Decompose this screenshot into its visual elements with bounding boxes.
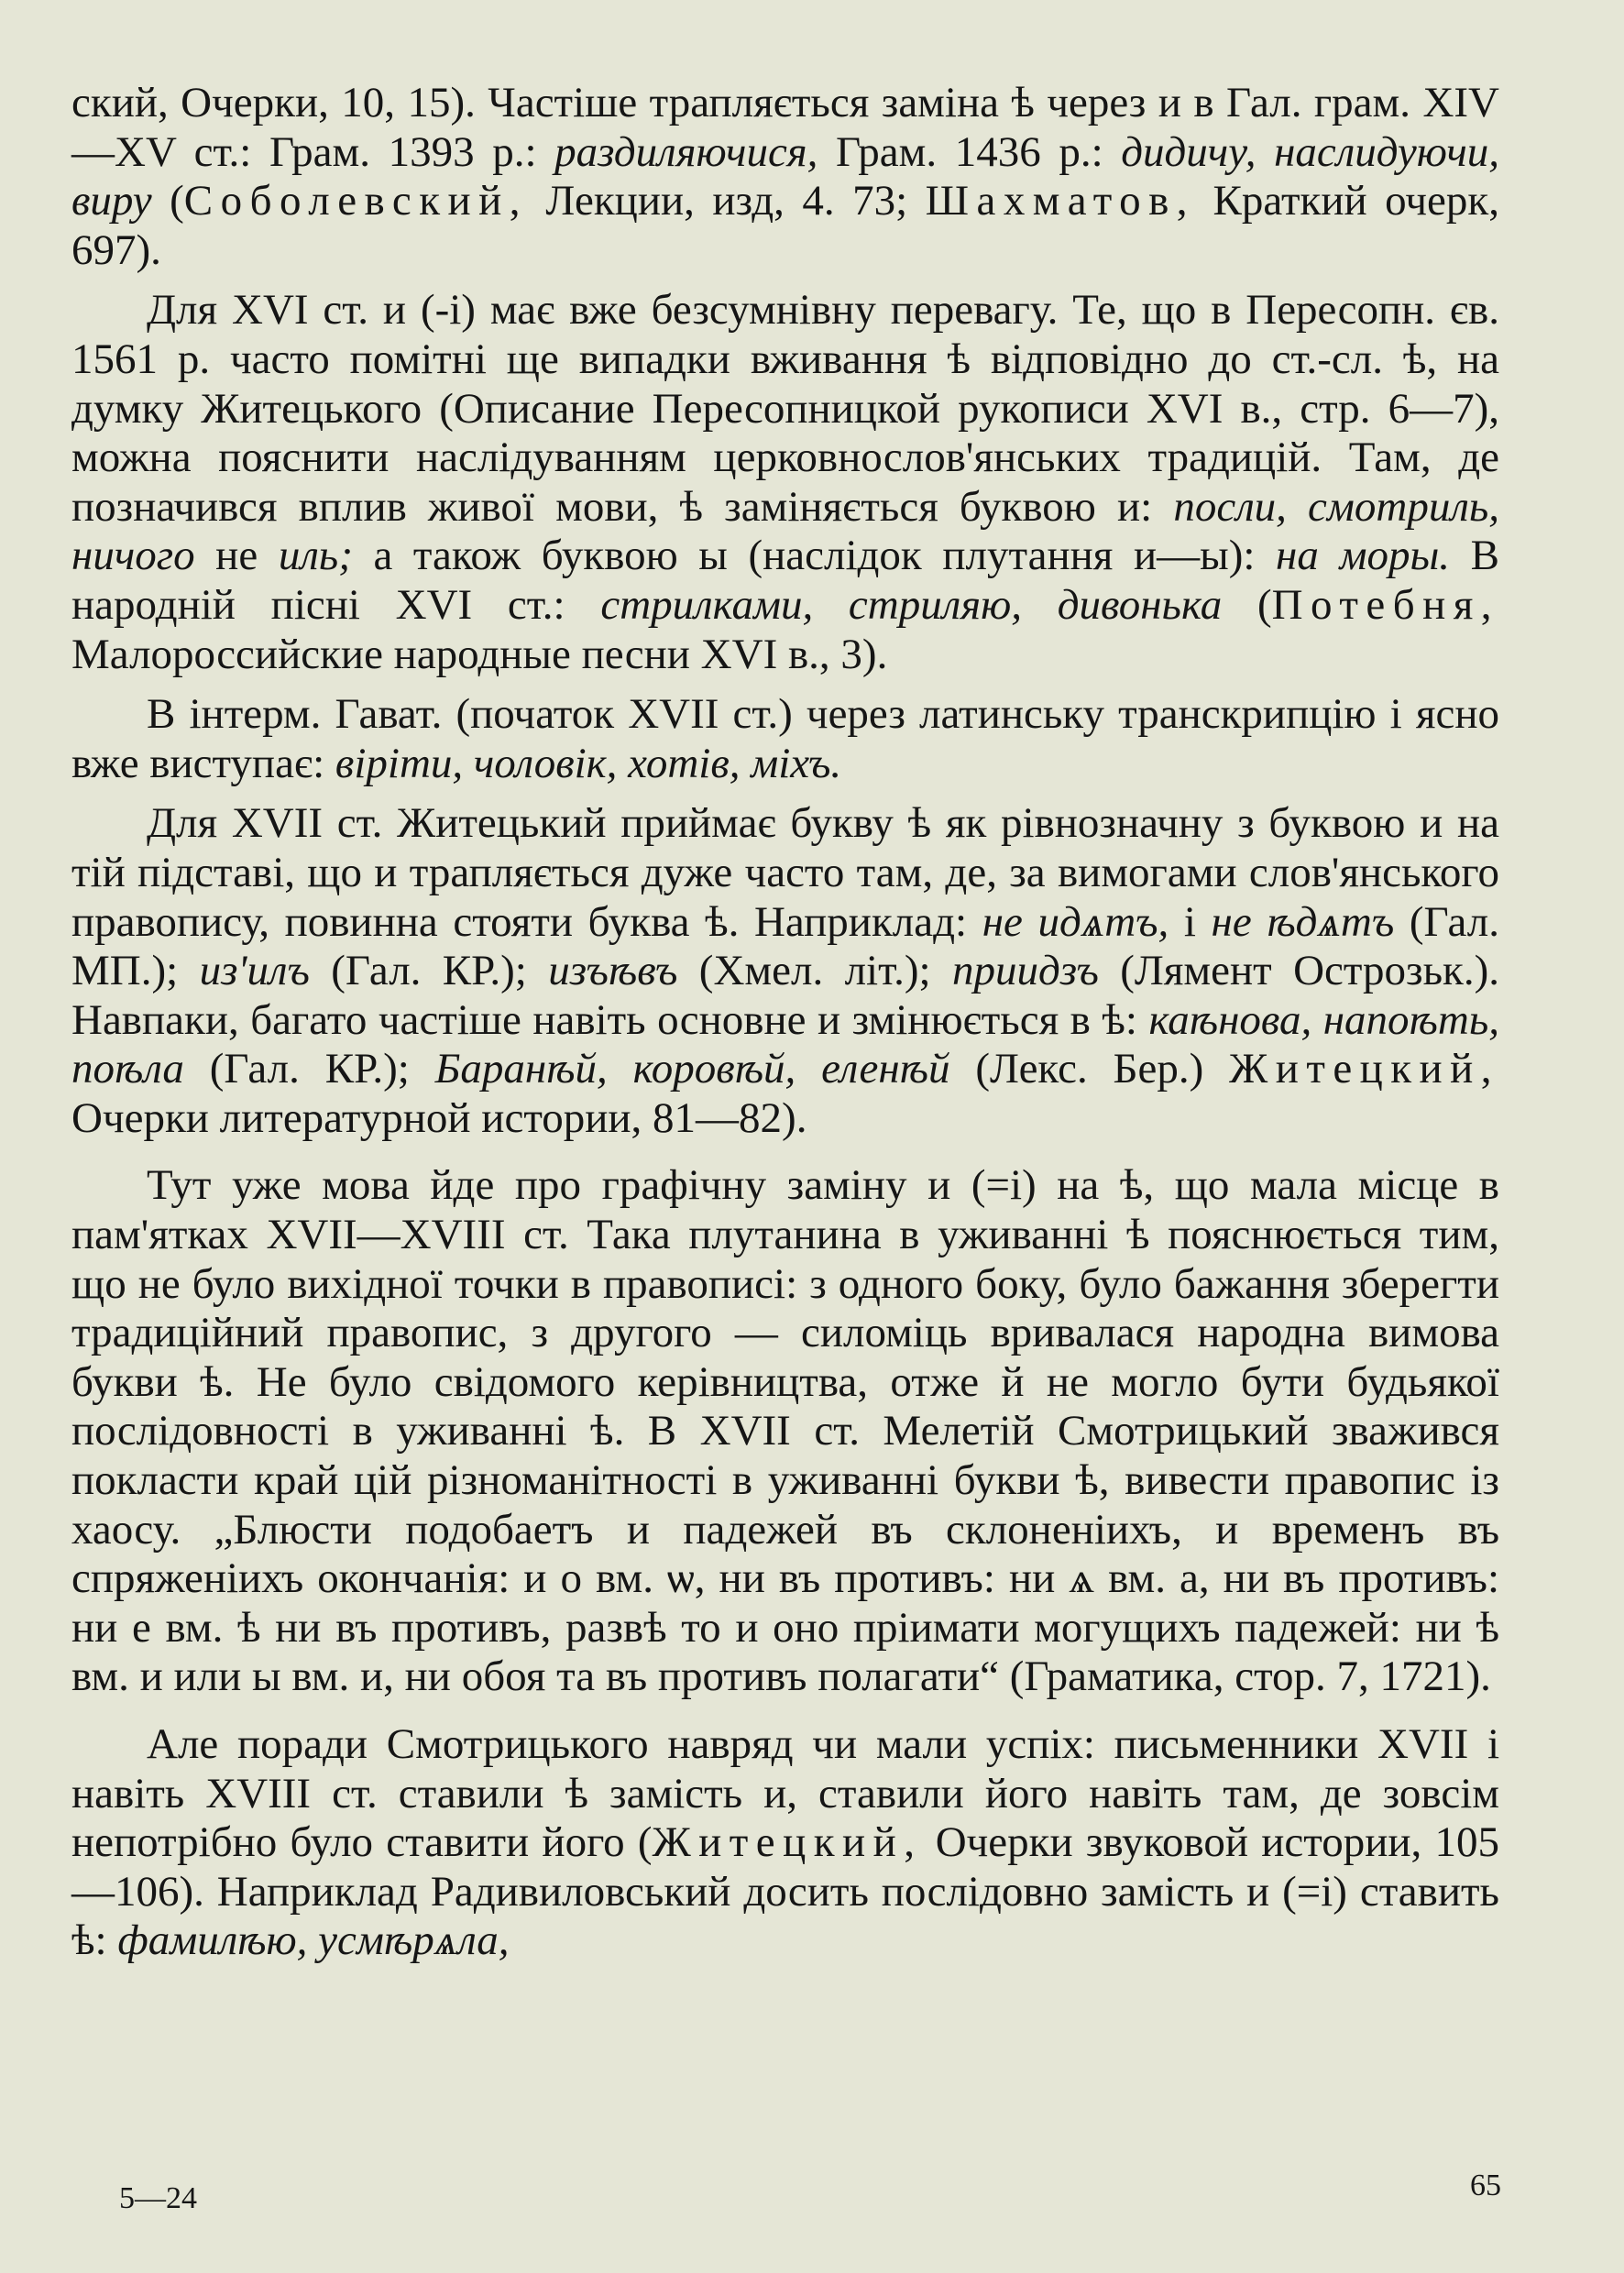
paragraph-2	[71, 286, 1499, 679]
signature-mark: 5—24	[119, 2181, 197, 2215]
italic-citation: дидичу, наслидуючи, виру	[71, 127, 1499, 225]
spaced-author-name: Шахматов,	[925, 177, 1195, 225]
text-run: і	[1169, 897, 1212, 946]
text-run: Для XVII ст. Житецький приймає букву ѣ як рівнозначну з буквою и на тій підставі, що и трапляється дуже часто там, де, за вимогами слов'янського правопису, повинна стояти буква ѣ. Наприклад:	[71, 799, 1499, 946]
italic-citation: изъѣвъ	[548, 947, 678, 995]
text-run: Для XVI ст. и (-і) має вже безсумнівну перевагу. Те, що в Пересопн. єв. 1561 р. часто помітні ще випадки вживання ѣ відповідно до ст.-сл. ѣ, на думку Житецького (Описание Пересопницкой рукописи XVI в., стр. 6—7), можна пояснити наслідуванням церковнослов'янських традицій. Там, де позначився вплив живої мови, ѣ заміняється буквою и:	[71, 286, 1499, 531]
text-run: Краткий очерк, 697).	[71, 177, 1499, 274]
text-run: Грам. 1436 р.:	[817, 127, 1122, 176]
italic-citation: раздиляючися,	[554, 127, 818, 176]
spaced-author-name: Житецкий,	[652, 1818, 923, 1867]
text-run: не	[194, 532, 279, 580]
spaced-author-name: Соболевский,	[183, 177, 528, 225]
italic-citation: на моры.	[1276, 532, 1451, 580]
italic-citation: фамилѣю, усмѣрѧла,	[117, 1916, 510, 1965]
italic-citation: не ѣдѧтъ	[1211, 897, 1395, 946]
spaced-author-name: Потебня,	[1271, 580, 1499, 629]
text-run: Малороссийские народные песни XVI в., 3).	[71, 630, 888, 678]
paragraph-5	[71, 1161, 1499, 1702]
text-run: (Гал. КР.);	[183, 1045, 435, 1093]
paragraph-3	[71, 690, 1499, 788]
page-body	[71, 79, 1499, 1966]
italic-citation: не идѧтъ,	[982, 897, 1169, 946]
text-run: Очерки литературной истории, 81—82).	[71, 1093, 807, 1142]
text-run: ский, Очерки, 10, 15). Частіше трапляється заміна ѣ через и в Гал. грам. XIV—XV ст.: Грам. 1393 р.:	[71, 79, 1499, 176]
text-run: а також буквою ы (наслідок плутання и—ы):	[352, 532, 1277, 580]
italic-citation: Баранѣй, коровѣй, еленѣй	[434, 1045, 950, 1093]
paragraph-6	[71, 1720, 1499, 1966]
text-run: (Хмел. літ.);	[677, 947, 952, 995]
text-run: (	[151, 177, 184, 225]
paragraph-1	[71, 79, 1499, 275]
text-run: Але поради Смотрицького навряд чи мали успіх: письменники XVII і навіть XVIII ст. ставили ѣ замість и, ставили його навіть там, де зовсім непотрібно було ставити його (	[71, 1720, 1499, 1867]
italic-citation: каѣнова, напоѣть, поѣла	[71, 995, 1499, 1093]
text-run: (Лекс. Бер.)	[949, 1045, 1230, 1093]
italic-citation: віріти, чоловік, хотів, міхъ.	[335, 739, 842, 787]
text-run: В інтерм. Гават. (початок XVII ст.) через латинську транскрипцію і ясно вже виступає:	[71, 690, 1499, 787]
italic-citation: иль;	[278, 532, 353, 580]
italic-citation: приидзъ	[951, 947, 1099, 995]
text-run: Лекции, изд, 4. 73;	[527, 177, 926, 225]
spaced-author-name: Житецкий,	[1229, 1045, 1499, 1093]
italic-citation: посли, смотриль, ничого	[71, 482, 1499, 580]
text-run: (Гал. МП.);	[71, 897, 1499, 995]
text-run: В народній пісні XVI ст.:	[71, 532, 1499, 629]
text-run: (Лямент Острозьк.). Навпаки, багато частіше навіть основне и змінюється в ѣ:	[71, 947, 1499, 1044]
text-run: Очерки звуковой истории, 105—106). Наприклад Радивиловський досить послідовно замість и (=і) ставить ѣ:	[71, 1818, 1499, 1965]
italic-citation: из'илъ	[199, 947, 310, 995]
paragraph-4	[71, 799, 1499, 1143]
italic-citation: стрилками, стриляю, дивонька	[600, 580, 1223, 629]
text-run: (Гал. КР.);	[309, 947, 549, 995]
text-run: (	[1222, 580, 1272, 629]
page-number: 65	[1470, 2169, 1501, 2202]
text-run: Тут уже мова йде про графічну заміну и (=і) на ѣ, що мала місце в пам'ятках XVII—XVIII ст. Така плутанина в уживанні ѣ пояснюється тим, що не було вихідної точки в правописі: з одного боку, було бажання зберегти традиційний правопис, з другого — силоміць вривалася народна вимова букви ѣ. Не було свідомого керівництва, отже й не могло бути будьякої послідовності в уживанні ѣ. В XVII ст. Мелетій Смотрицький зважився покласти край цій різноманітності в уживанні букви ѣ, вивести правопис із хаосу. „Блюсти подобаетъ и падежей въ склоненіихъ, и временъ въ спряженіихъ окончанія: и о вм. ѡ, ни въ противъ: ни ѧ вм. а, ни въ противъ: ни е вм. ѣ ни въ противъ, развѣ то и оно пріимати могущихъ падежей: ни ѣ вм. и или ы вм. и, ни обоя та въ противъ полагати“ (Граматика, стор. 7, 1721).	[71, 1161, 1499, 1701]
